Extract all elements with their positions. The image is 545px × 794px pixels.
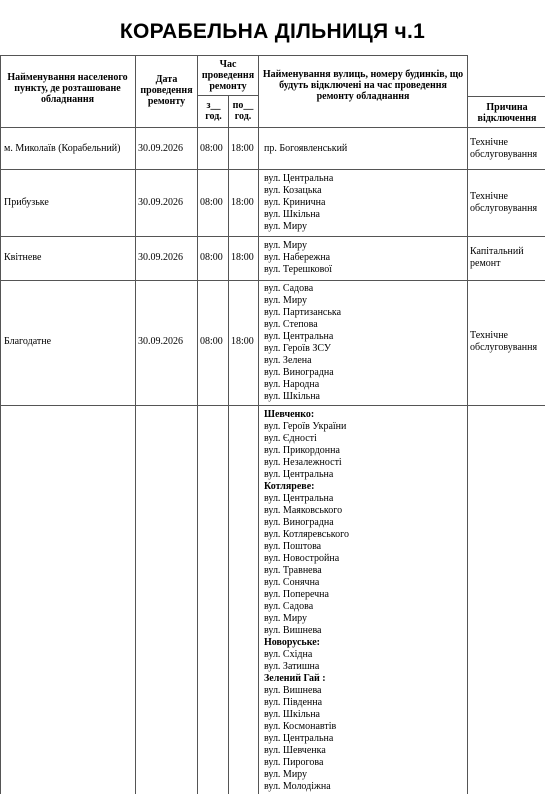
header-streets: Найменування вулиць, номеру будинків, що будуть відключені на час проведення ремонту обладнання [262, 69, 464, 102]
street-item: вул. Молодіжна [264, 781, 331, 792]
street-item: вул. Виноградна [264, 367, 334, 378]
header-from: з__ год. [205, 100, 222, 122]
street-item: вул. Єдності [264, 433, 317, 444]
row-2-reason: Технічне обслуговування [470, 191, 538, 214]
row-1-reason: Технічне обслуговування [470, 137, 538, 160]
street-item: вул. Шкільна [264, 709, 320, 720]
header-time: Час проведення ремонту [201, 59, 255, 92]
page-title: КОРАБЕЛЬНА ДІЛЬНИЦЯ ч.1 [119, 20, 426, 43]
row-3-date: 30.09.2026 [138, 252, 183, 263]
street-item: вул. Поперечна [264, 589, 329, 600]
street-item: вул. Прикордонна [264, 445, 340, 456]
header-settlement: Найменування населеного пункту, де розташоване обладнання [7, 72, 128, 105]
street-item: вул. Центральна [264, 173, 334, 184]
street-item: вул. Центральна [264, 331, 334, 342]
village-heading: Зелений Гай : [264, 673, 326, 684]
row-3-settlement: Квітневе [4, 252, 42, 263]
street-item: вул. Миру [264, 221, 308, 232]
row-5-streets [264, 409, 349, 793]
street-item: вул. Травнева [264, 565, 322, 576]
street-item: вул. Садова [264, 601, 314, 612]
street-item: вул. Вишнева [264, 685, 322, 696]
row-3-from: 08:00 [200, 252, 223, 263]
street-item: вул. Шевченка [264, 745, 326, 756]
row-1-settlement: м. Миколаїв (Корабельний) [4, 143, 121, 154]
row-3-to: 18:00 [231, 252, 254, 263]
street-item: вул. Миру [264, 613, 308, 624]
village-heading: Шевченко: [264, 409, 315, 420]
row-3-reason: Капітальний ремонт [470, 246, 524, 269]
street-item: вул. Вишнева [264, 625, 322, 636]
row-2-date: 30.09.2026 [138, 197, 183, 208]
street-item: вул. Героїв ЗСУ [264, 343, 332, 354]
row-2-settlement: Прибузьке [4, 197, 49, 208]
street-item: вул. Виноградна [264, 517, 334, 528]
street-item: вул. Миру [264, 295, 308, 306]
street-item: вул. Набережна [264, 252, 331, 263]
street-item: вул. Партизанська [264, 307, 342, 318]
row-4-from: 08:00 [200, 336, 223, 347]
street-item: вул. Центральна [264, 469, 334, 480]
street-item: вул. Шкільна [264, 391, 320, 402]
header-to: по__ год. [232, 100, 254, 122]
street-item: вул. Маяковського [264, 505, 343, 516]
row-3-streets [264, 240, 332, 276]
row-4-to: 18:00 [231, 336, 254, 347]
row-4-reason: Технічне обслуговування [470, 330, 538, 353]
street-item: вул. Зелена [264, 355, 312, 366]
street-item: вул. Котляревського [264, 529, 349, 540]
street-item: вул. Кринична [264, 197, 326, 208]
street-item: вул. Центральна [264, 493, 334, 504]
row-1-from: 08:00 [200, 143, 223, 154]
village-heading: Новоруське: [264, 637, 320, 648]
header-reason: Причина відключення [477, 102, 537, 124]
row-4-date: 30.09.2026 [138, 336, 183, 347]
header-date: Дата проведення ремонту [140, 74, 193, 107]
street-item: вул. Шкільна [264, 209, 320, 220]
street-item: вул. Героїв України [264, 421, 347, 432]
street-item: вул. Миру [264, 769, 308, 780]
street-item: вул. Поштова [264, 541, 322, 552]
street-item: вул. Центральна [264, 733, 334, 744]
street-item: вул. Незалежності [264, 457, 342, 468]
row-4-settlement: Благодатне [4, 336, 52, 347]
street-item: вул. Новостройна [264, 553, 340, 564]
street-item: вул. Східна [264, 649, 313, 660]
row-2-from: 08:00 [200, 197, 223, 208]
street-item: вул. Степова [264, 319, 318, 330]
street-item: вул. Народна [264, 379, 320, 390]
street-item: пр. Богоявленський [264, 143, 348, 154]
row-2-to: 18:00 [231, 197, 254, 208]
street-item: вул. Козацька [264, 185, 322, 196]
street-item: вул. Затишна [264, 661, 320, 672]
row-2-streets [264, 173, 333, 233]
row-1-to: 18:00 [231, 143, 254, 154]
row-1-date: 30.09.2026 [138, 143, 183, 154]
street-item: вул. Терешкової [264, 264, 333, 275]
street-item: вул. Миру [264, 240, 308, 251]
street-item: вул. Космонавтів [264, 721, 337, 732]
street-item: вул. Сонячна [264, 577, 320, 588]
row-4-streets [264, 283, 341, 403]
village-heading: Котлярeве: [264, 481, 315, 492]
street-item: вул. Садова [264, 283, 314, 294]
street-item: вул. Південна [264, 697, 323, 708]
street-item: вул. Пирогова [264, 757, 324, 768]
row-1-streets [264, 143, 347, 155]
